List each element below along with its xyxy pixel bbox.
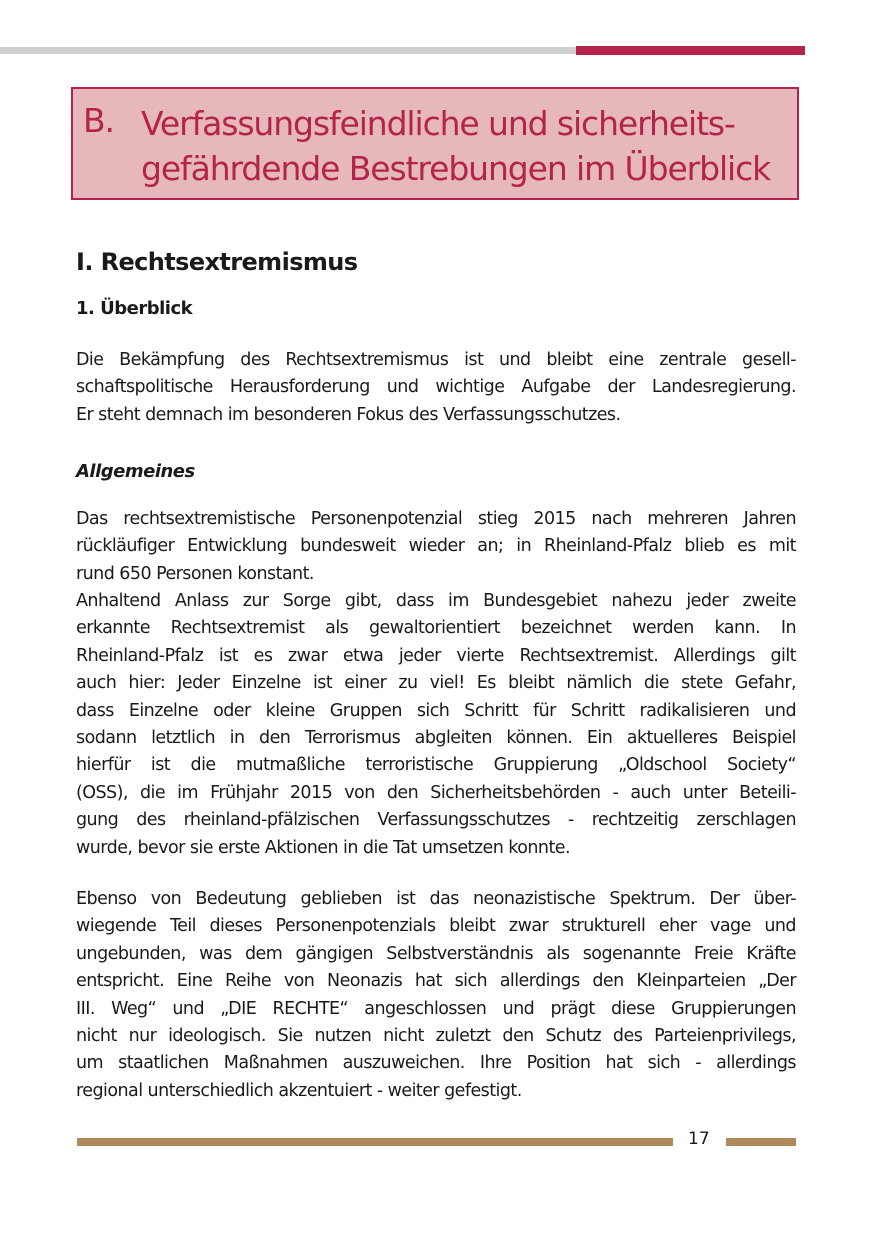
text-line: Ebenso von Bedeutung geblieben ist das neonazistische Spektrum. Der über- — [76, 889, 796, 909]
text-line: wiegende Teil dieses Personenpotenzials bleibt zwar strukturell eher vage und — [76, 916, 796, 937]
text-line: auch hier: Jeder Einzelne ist einer zu viel! Es bleibt nämlich die stete Gefahr, — [76, 673, 796, 694]
intro-paragraph — [76, 347, 796, 429]
text-line: dass Einzelne oder kleine Gruppen sich Schritt für Schritt radikalisieren und — [76, 700, 796, 721]
text-line: Rheinland-Pfalz ist es zwar etwa jeder vierte Rechtsextremist. Allerdings gilt — [76, 645, 796, 666]
text-line: erkannte Rechtsextremist als gewaltorientiert bezeichnet werden kann. In — [76, 618, 796, 639]
text-line: rund 650 Personen konstant. — [76, 563, 314, 584]
text-line: wurde, bevor sie erste Aktionen in die Tat umsetzen konnte. — [76, 837, 571, 858]
potenzial-paragraph — [76, 506, 796, 588]
allgemeines-heading: Allgemeines — [76, 461, 195, 482]
header-rule-accent — [576, 46, 805, 55]
text-line: Anhaltend Anlass zur Sorge gibt, dass im Bundesgebiet nahezu jeder zweite — [76, 591, 796, 611]
text-line: regional unterschiedlich akzentuiert - weiter gefestigt. — [76, 1080, 522, 1101]
text-line: (OSS), die im Frühjahr 2015 von den Sicherheitsbehörden - auch unter Beteili- — [76, 782, 796, 803]
text-line: rückläufiger Entwicklung bundesweit wieder an; in Rheinland-Pfalz blieb es mit — [76, 536, 796, 557]
footer-rule-left — [77, 1138, 673, 1146]
text-line: hierfür ist die mutmaßliche terroristische Gruppierung „Oldschool Society“ — [76, 755, 796, 776]
text-line: Die Bekämpfung des Rechtsextremismus ist und bleibt eine zentrale gesell- — [76, 350, 796, 370]
text-line: III. Weg“ und „DIE RECHTE“ angeschlossen und prägt diese Gruppierungen — [76, 998, 796, 1019]
chapter-title — [141, 101, 791, 191]
chapter-letter: B. — [83, 101, 114, 140]
footer-rule-right — [726, 1138, 796, 1146]
text-line: ungebunden, was dem gängigen Selbstverständnis als sogenannte Freie Kräfte — [76, 943, 796, 964]
text-line: um staatlichen Maßnahmen auszuweichen. Ihre Position hat sich - allerdings — [76, 1053, 796, 1074]
header-rule-gray — [0, 47, 576, 54]
text-line: Das rechtsextremistische Personenpotenzial stieg 2015 nach mehreren Jahren — [76, 509, 796, 529]
chapter-title-line: Verfassungsfeindliche und sicherheits- — [141, 104, 735, 143]
neonazi-paragraph — [76, 886, 796, 1105]
text-line: sodann letztlich in den Terrorismus abgleiten können. Ein aktuelleres Beispiel — [76, 728, 796, 749]
subsection-title: 1. Überblick — [76, 298, 193, 319]
chapter-title-line: gefährdende Bestrebungen im Überblick — [141, 149, 771, 188]
section-title: I. Rechtsextremismus — [76, 248, 358, 276]
chapter-heading-box — [71, 87, 799, 200]
text-line: entspricht. Eine Reihe von Neonazis hat sich allerdings den Kleinparteien „Der — [76, 971, 796, 992]
text-line: nicht nur ideologisch. Sie nutzen nicht zuletzt den Schutz des Parteienprivilegs, — [76, 1026, 796, 1047]
text-line: gung des rheinland-pfälzischen Verfassungsschutzes - rechtzeitig zerschlagen — [76, 810, 796, 831]
sorge-paragraph — [76, 588, 796, 862]
text-line: schaftspolitische Herausforderung und wichtige Aufgabe der Landesregierung. — [76, 377, 796, 398]
text-line: Er steht demnach im besonderen Fokus des Verfassungsschutzes. — [76, 404, 621, 425]
page-number: 17 — [688, 1129, 710, 1149]
